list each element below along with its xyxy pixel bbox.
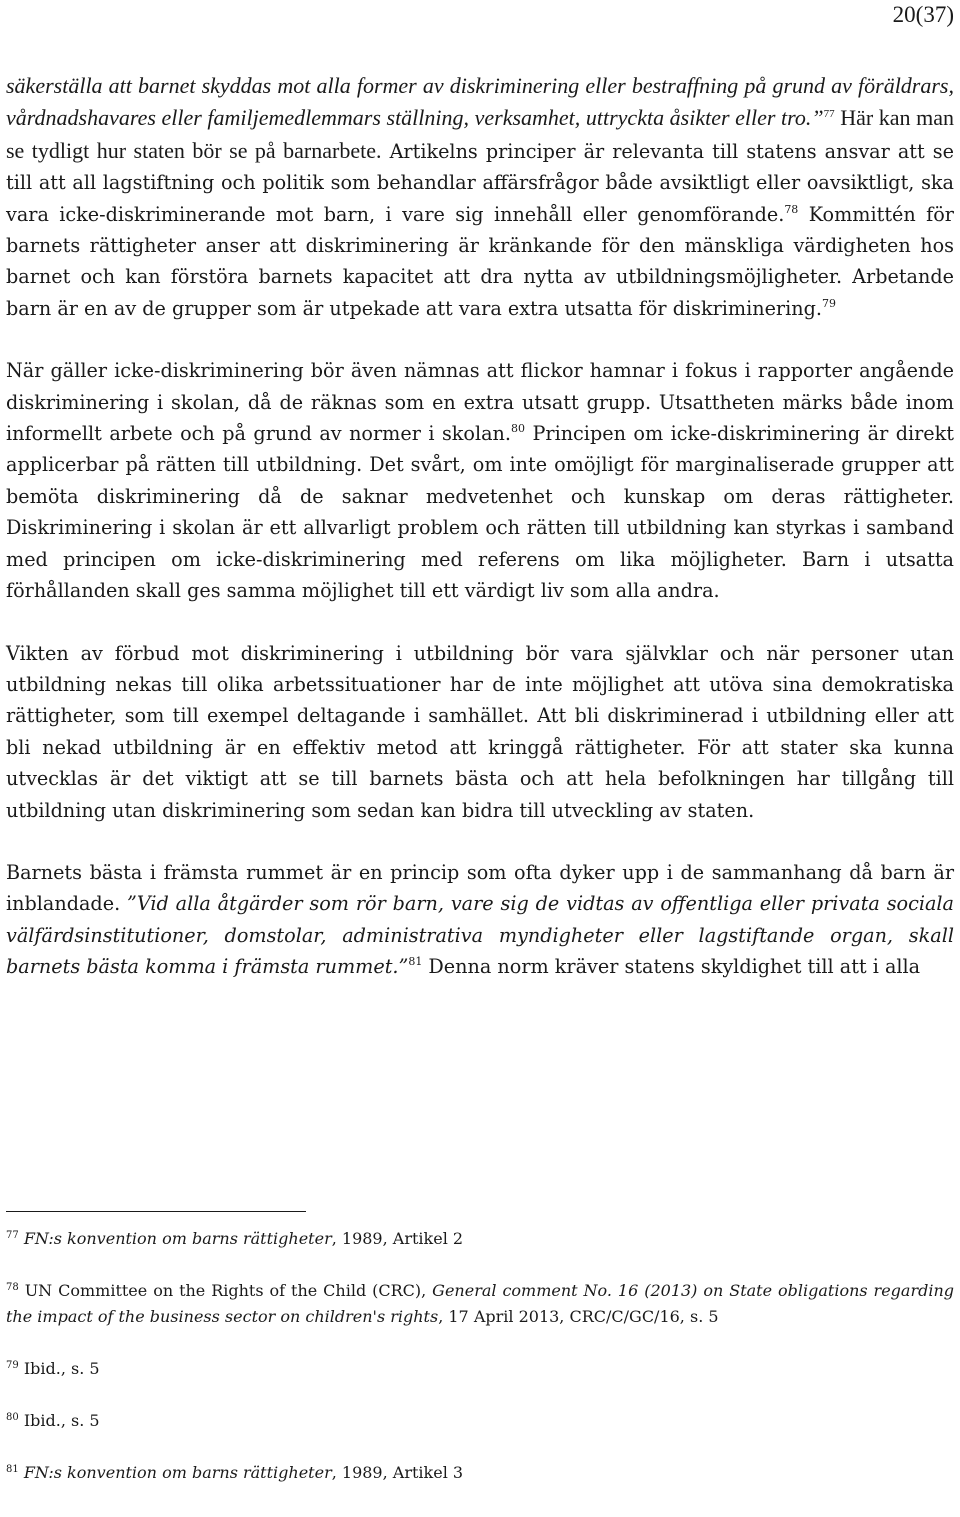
footnote-text: , 1989, Artikel 3	[331, 1463, 464, 1482]
footnote-italic: FN:s konvention om barns rättigheter	[23, 1463, 332, 1482]
text: Vikten av förbud mot diskriminering i utbildning bör vara självklar och när personer utan utbildning nekas till olika arbetssituationer har de inte möjlighet att utöva sina demokratiska rättigheter, som till exempel deltagande i samhället. Att bli diskriminerad i utbildning eller att bli nekad utbildning är en effektiv metod att kringgå rättigheter. För att stater ska kunna utvecklas är det viktigt att se till barnets bästa och att hela befolkningen har tillgång till utbildning utan diskriminering som sedan kan bidra till utveckling av staten.	[6, 641, 954, 822]
quote-italic: säkerställa att barnet skyddas mot alla former av diskriminering eller bestraffning på grund av föräldrars, vårdnadshavares eller familjemedlemmars ställning, verksamhet, uttryckta åsikter eller tro.”$^{77}$ Här kan man se tydligt hur staten bör se på barnarbete.	[6, 73, 955, 163]
paragraph-2	[6, 355, 954, 606]
footnote-text: Ibid., s. 5	[23, 1359, 100, 1378]
text: Här kan man se tydligt hur staten bör se på barnarbete.	[6, 105, 955, 163]
footnote-text: , 17 April 2013, CRC/C/GC/16, s. 5	[438, 1307, 719, 1326]
footnote-81	[6, 1460, 954, 1486]
footnote-text: UN Committee on the Rights of the Child (CRC),	[24, 1281, 433, 1300]
footnote-divider	[6, 1211, 306, 1212]
footnotes	[6, 1226, 954, 1512]
footnote-text: , 1989, Artikel 2	[331, 1229, 464, 1248]
text: Principen om icke-diskriminering är direkt applicerbar på rätten till utbildning. Det svårt, om inte omöjligt för marginaliserade grupper att bemöta diskriminering då de saknar medvetenhet och kunskap om deras rättigheter. Diskriminering i skolan är ett allvarligt problem och rätten till utbildning kan styrkas i samband med principen om icke-diskriminering med referens om lika möjligheter. Barn i utsatta förhållanden skall ges samma möjlighet till ett värdigt liv som alla andra.	[6, 422, 954, 603]
footnote-italic: General comment No. 16 (2013) on State obligations regarding the impact of the business sector on children's rights	[6, 1281, 954, 1326]
text: Kommittén för barnets rättigheter anser att diskriminering är kränkande för den mänskliga värdigheten hos barnet och kan förstöra barnets kapacitet att dra nytta av utbildningsmöjligheter. Arbetande barn är en av de grupper som är utpekade att vara extra utsatta för diskriminering.	[6, 202, 954, 320]
footnote-text: Ibid., s. 5	[23, 1411, 100, 1430]
paragraph-3	[6, 638, 954, 826]
footnote-80	[6, 1408, 954, 1434]
paragraph-1	[6, 70, 954, 324]
footnote-78	[6, 1278, 954, 1330]
body-text	[6, 70, 954, 1014]
quote-italic: ”Vid alla åtgärder som rör barn, vare sig de vidtas av offentliga eller privata sociala välfärdsinstitutioner, domstolar, administrativa myndigheter eller lagstiftande organ, skall barnets bästa komma i främsta rummet.”	[6, 892, 955, 979]
footnote-italic: FN:s konvention om barns rättigheter	[23, 1229, 332, 1248]
footnote-77	[6, 1226, 954, 1252]
footnote-number: 77	[6, 1230, 19, 1241]
footnote-number: 81	[6, 1464, 19, 1475]
footnote-number: 78	[6, 1282, 19, 1293]
footnote-ref-81[interactable]: 81	[408, 955, 423, 969]
text: När gäller icke-diskriminering bör även nämnas att flickor hamnar i fokus i rapporter angående diskriminering i skolan, då de räknas som en extra utsatt grupp. Utsattheten märks både inom informellt arbete och på grund av normer i skolan.	[6, 359, 954, 446]
footnote-ref-80[interactable]: 80	[511, 422, 526, 436]
footnote-ref-78[interactable]: 78	[784, 202, 799, 216]
footnote-number: 79	[6, 1360, 19, 1371]
footnote-number: 80	[6, 1412, 19, 1423]
footnote-ref-77[interactable]: 77	[823, 108, 835, 121]
page-number: 20(37)	[892, 2, 954, 27]
text: Barnets bästa i främsta rummet är en princip som ofta dyker upp i de sammanhang då barn är inblandade.	[6, 860, 954, 916]
footnote-ref-79[interactable]: 79	[821, 296, 836, 310]
paragraph-4	[6, 857, 954, 983]
footnote-79	[6, 1356, 954, 1382]
text: Denna norm kräver statens skyldighet till att i alla	[422, 955, 921, 979]
text: Artikelns principer är relevanta till statens ansvar att se till att all lagstiftning och politik som behandlar affärsfrågor både avsiktligt eller oavsiktligt, ska vara icke-diskriminerande mot barn, i vare sig innehåll eller genomförande.	[6, 139, 954, 226]
